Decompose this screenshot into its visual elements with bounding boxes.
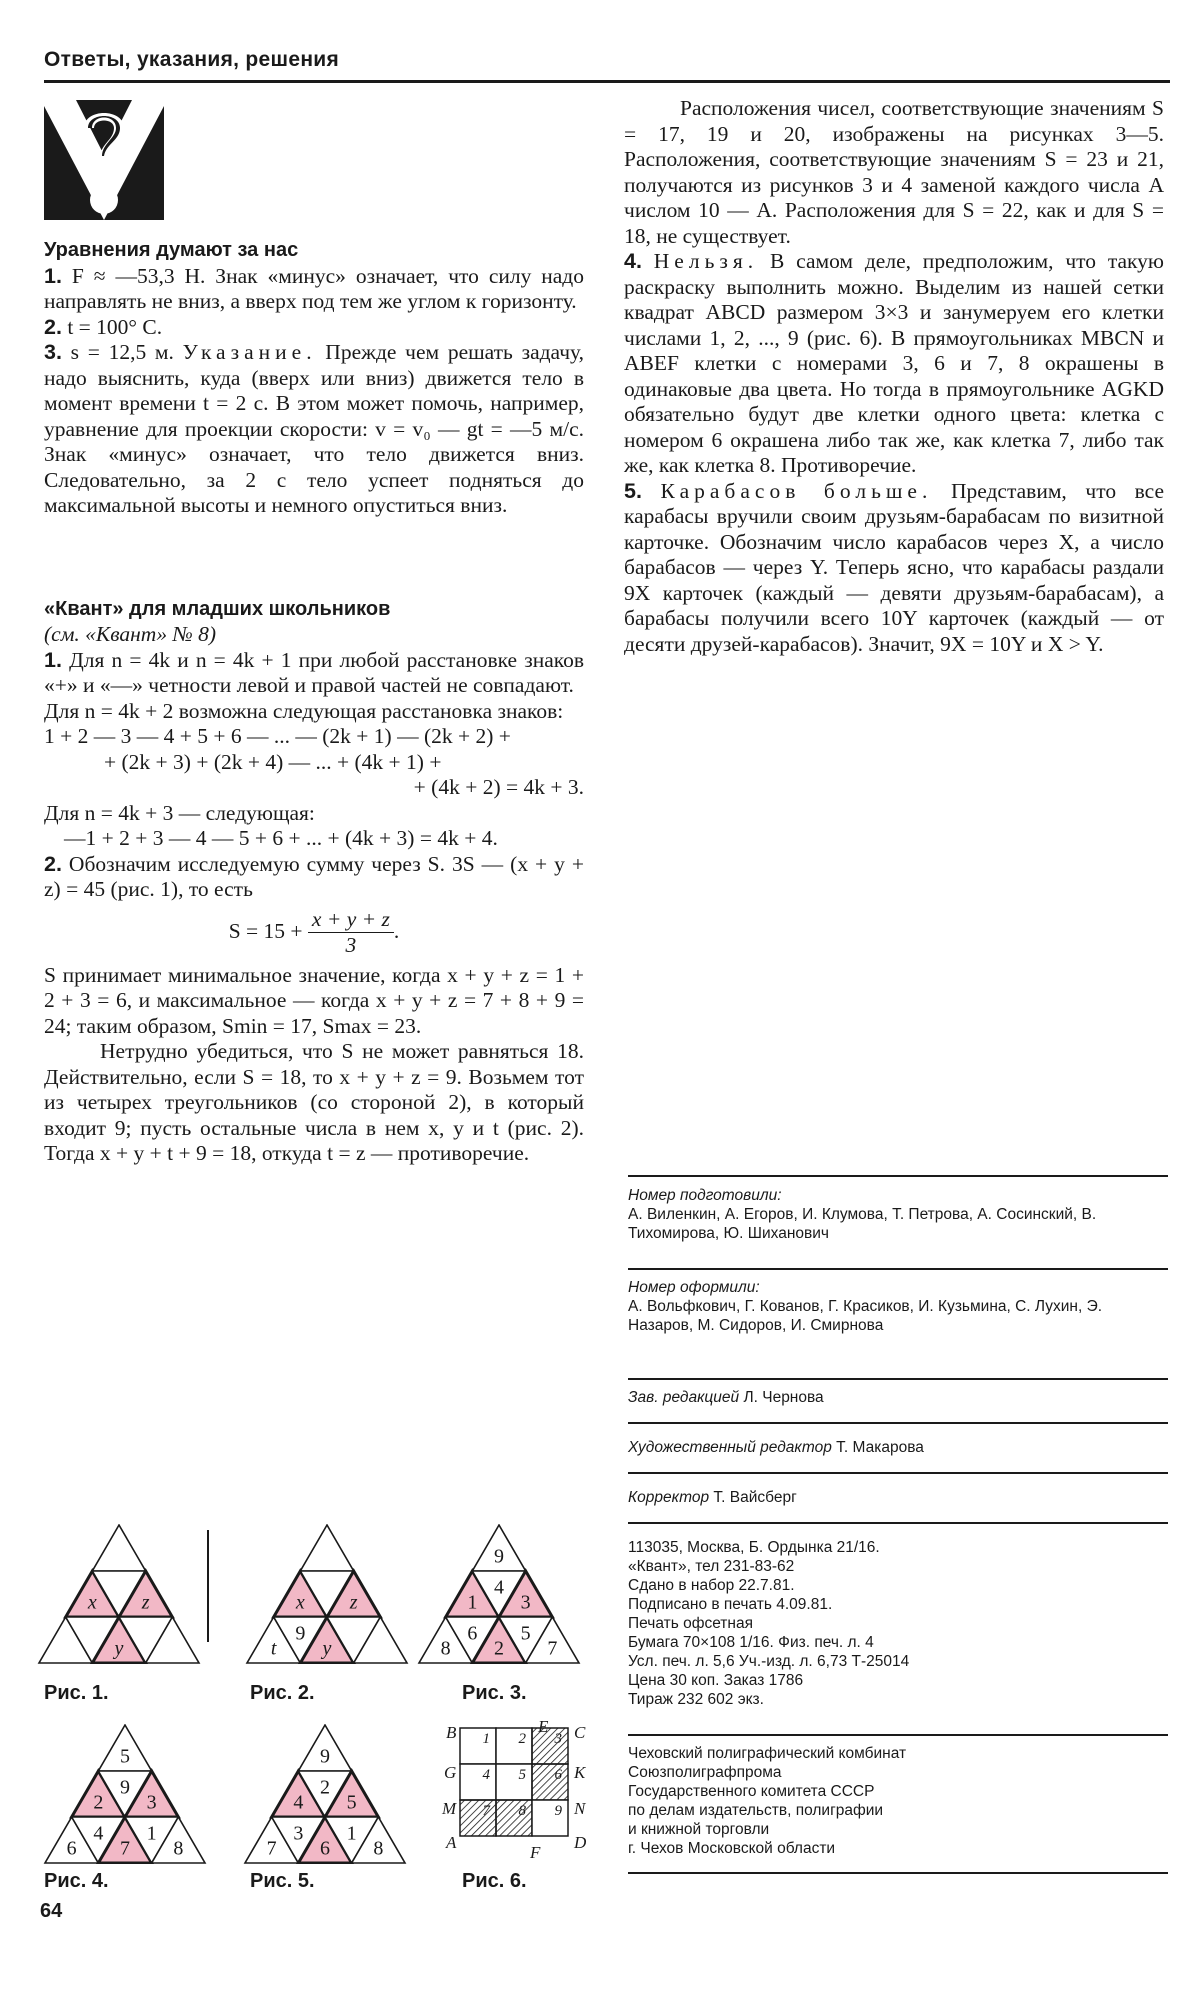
item-number: 2. <box>44 314 62 339</box>
fraction <box>308 907 394 959</box>
figure-2-caption: Рис. 2. <box>250 1682 315 1704</box>
item-number: 1. <box>44 647 62 672</box>
junior-1b-text: Для n = 4k + 2 возможна следующая расстановка знаков: <box>44 698 564 723</box>
corner-label: N <box>574 1799 586 1818</box>
grid-cell <box>496 1764 532 1800</box>
credits-designed <box>628 1278 1168 1335</box>
hint-label: Указание. <box>182 340 317 364</box>
pub-line: 113035, Москва, Б. Ордынка 21/16. <box>628 1539 880 1556</box>
right-para-1: Расположения чисел, соответствующие значениям S = 17, 19 и 20, изображены на рисунках 3—5. Расположения, соответствующие значениям S = 23 и 21, получаются из рисунков 3 и 4 заменой каждого числа A числом 10 — A. Расположения для S = 22, как и для S = 18, не существует. <box>624 96 1164 248</box>
pub-line: Печать офсетная <box>628 1615 753 1632</box>
corner-label: M <box>442 1799 457 1818</box>
cell-label: 5 <box>520 1622 531 1645</box>
section-title-equations: Уравнения думают за нас <box>44 239 299 261</box>
cell-label: 1 <box>146 1822 157 1845</box>
answer-4-text: В самом деле, предположим, что такую раскраску выполнить можно. Выделим из нашей сетки квадрат ABCD размером 3×3 и занумеруем его клетки числами 1, 2, ..., 9 (рис. 6). В прямоугольниках MBCN и ABEF клетки с номерами 3, 6 и 7, 8 окрашены в одинаковые два цвета. Но тогда в прямоугольнике AGKD обязательно будут две клетки одного цвета: клетка с номером 6 окрашена либо так же, как клетка 7, либо так же, как клетка 8. Противоречие. <box>624 249 1164 477</box>
equation-line: 1 + 2 — 3 — 4 + 5 + 6 — ... — (2k + 1) — (2k + 2) + <box>44 724 511 748</box>
corner-label: G <box>444 1763 457 1782</box>
cell-label: 3 <box>293 1822 304 1845</box>
credits-rule <box>628 1872 1168 1874</box>
corner-label: A <box>446 1833 457 1852</box>
junior-2b-text: S принимает минимальное значение, когда x + y + z = 1 + 2 + 3 = 6, и максимальное — когда x + y + z = 7 + 8 + 9 = 24; таким образом, Smin = 17, Smax = 23. <box>44 962 584 1038</box>
cell-label: 3 <box>146 1791 157 1814</box>
cell-label: 6 <box>66 1837 77 1860</box>
cell-label: 2 <box>494 1637 504 1660</box>
credits-label: Корректор <box>628 1489 710 1506</box>
grid-cell <box>460 1728 496 1764</box>
credits-names: Л. Чернова <box>743 1389 824 1406</box>
junior-2c-text: Нетрудно убедиться, что S не может равняться 18. Действительно, если S = 18, то x + y + z = 9. Возьмем тот из четырех треугольников (со стороной 2), в который входит 9; пусть остальные числа в нем x, y и t (рис. 2). Тогда x + y + t + 9 = 18, откуда t = z — противоречие. <box>44 1039 584 1165</box>
figure-separator <box>207 1530 209 1642</box>
cell-number: 6 <box>554 1767 562 1783</box>
cell-label: 8 <box>373 1837 384 1860</box>
item-number: 3. <box>44 340 62 364</box>
credits-head <box>628 1388 1168 1407</box>
figure-1-caption: Рис. 1. <box>44 1682 109 1704</box>
item-number: 2. <box>44 851 62 876</box>
equation-line: + (2k + 3) + (2k + 4) — ... + (4k + 1) + <box>104 749 442 774</box>
corner-label: E <box>538 1717 549 1736</box>
cell-number: 8 <box>518 1803 526 1819</box>
section-subtitle: (см. «Квант» № 8) <box>44 622 217 646</box>
figure-3 <box>414 1524 584 1664</box>
cell-label: 7 <box>266 1837 277 1860</box>
grid-cell <box>496 1728 532 1764</box>
cell-label: 4 <box>93 1822 104 1845</box>
cell-label: 1 <box>346 1822 357 1845</box>
right-column <box>624 96 1164 657</box>
credits-rule <box>628 1378 1168 1380</box>
equation-lhs: S = 15 + <box>228 918 303 943</box>
credits-label: Художественный редактор <box>628 1439 832 1456</box>
credits-rule <box>628 1472 1168 1474</box>
equation-end: . <box>393 918 400 943</box>
equation-line: + (4k + 2) = 4k + 3. <box>413 775 584 799</box>
question-logo-icon <box>44 100 164 220</box>
cell-label: 8 <box>173 1837 184 1860</box>
grid-cell <box>460 1764 496 1800</box>
pub-line: «Квант», тел 231-83-62 <box>628 1558 795 1575</box>
hatched-cell <box>460 1800 496 1836</box>
equation-line: —1 + 2 + 3 — 4 — 5 + 6 + ... + (4k + 3) = 4k + 4. <box>64 826 498 850</box>
figure-5 <box>240 1724 410 1864</box>
cell-label: 3 <box>520 1591 531 1614</box>
cell-label: 2 <box>93 1791 104 1814</box>
print-line: по делам издательств, полиграфии <box>628 1802 884 1819</box>
cell-label: 9 <box>494 1545 504 1568</box>
credits-names: Т. Вайсберг <box>713 1489 797 1506</box>
credits-label: Номер подготовили: <box>628 1187 782 1204</box>
credits-rule <box>628 1522 1168 1524</box>
junior-2-text: Обозначим исследуемую сумму через S. 3S — (x + y + z) = 45 (рис. 1), то есть <box>44 851 585 901</box>
cell-number: 2 <box>518 1731 526 1747</box>
running-header: Ответы, указания, решения <box>44 48 340 71</box>
cell-label: x <box>87 1591 97 1614</box>
pub-line: Усл. печ. л. 5,6 Уч.-изд. л. 6,73 Т-25014 <box>628 1653 910 1670</box>
credits-rule <box>628 1268 1168 1270</box>
answer-5-text: Представим, что все карабасы вручили своим друзьям-барабасам по визитной карточке. Обозначим число карабасов через X, а число барабасов — через Y. Теперь ясно, что карабасы раздали 9X карточек (каждый — девяти друзьям-барабасам), а барабасы получили всего 10Y карточек (каждый — от десяти друзей-карабасов). Значит, 9X = 10Y и X > Y. <box>624 478 1165 656</box>
credits-corrector <box>628 1488 1168 1507</box>
item-number: 1. <box>44 263 62 288</box>
answer-5-lead: Карабасов больше. <box>660 478 933 503</box>
figure-2 <box>242 1524 412 1664</box>
cell-label: 7 <box>547 1637 558 1660</box>
cell-label: 4 <box>293 1791 304 1814</box>
figure-4 <box>40 1724 210 1864</box>
item-number: 5. <box>624 478 642 503</box>
print-line: г. Чехов Московской области <box>628 1840 836 1857</box>
left-column <box>44 238 584 1167</box>
cell-number: 1 <box>482 1731 490 1747</box>
grid-cell <box>532 1800 568 1836</box>
hatched-cell <box>532 1764 568 1800</box>
credits-rule <box>628 1422 1168 1424</box>
cell-label: 9 <box>320 1745 330 1768</box>
cell-label: 6 <box>320 1837 330 1860</box>
answer-4-lead: Нельзя. <box>653 249 759 273</box>
publication-info <box>628 1538 1168 1709</box>
cell-label: 7 <box>120 1837 130 1860</box>
credits-rule <box>628 1734 1168 1736</box>
cell-label: 9 <box>295 1622 306 1645</box>
hatched-cell <box>496 1800 532 1836</box>
print-line: и книжной торговли <box>628 1821 770 1838</box>
junior-1-text: Для n = 4k и n = 4k + 1 при любой расстановке знаков «+» и «—» четности левой и правой частей не совпадают. <box>44 647 584 697</box>
credits-label: Номер оформили: <box>628 1279 760 1296</box>
corner-label: F <box>530 1843 541 1862</box>
page-number: 64 <box>40 1900 63 1922</box>
junior-1c-text: Для n = 4k + 3 — следующая: <box>44 800 315 825</box>
cell-number: 4 <box>482 1767 490 1783</box>
fraction-denominator: 3 <box>345 933 357 957</box>
corner-label: B <box>446 1723 457 1742</box>
credits-names: Т. Макарова <box>836 1439 924 1456</box>
printer-info <box>628 1744 1168 1858</box>
print-line: Чеховский полиграфический комбинат <box>628 1745 907 1762</box>
answer-3-text: Прежде чем решать задачу, надо выяснить, куда (вверх или вниз) движется тело в момент времени t = 2 с. В этом может помочь, например, уравнение для проекции скорости: v = v₀ — gt = —5 м/с. Знак «минус» означает, что тело движется вниз. Следовательно, за 2 с тело успеет подняться до максимальной высоты и немного опуститься вниз. <box>44 340 585 517</box>
corner-label: K <box>574 1763 586 1782</box>
pub-line: Подписано в печать 4.09.81. <box>628 1596 833 1613</box>
pub-line: Сдано в набор 22.7.81. <box>628 1577 795 1594</box>
cell-label: z <box>349 1591 358 1614</box>
section-title-junior: «Квант» для младших школьников <box>44 597 391 620</box>
cell-label: z <box>141 1591 150 1614</box>
figure-6 <box>432 1712 592 1862</box>
credits-names: А. Виленкин, А. Егоров, И. Клумова, Т. Петрова, А. Сосинский, В. Тихомирова, Ю. Шиханович <box>628 1206 1097 1242</box>
header-rule <box>44 80 1170 83</box>
credits-art <box>628 1438 1168 1457</box>
answer-3-lead: s = 12,5 м. <box>70 340 174 364</box>
cell-label: 2 <box>320 1776 330 1799</box>
answer-2-text: t = 100° С. <box>67 314 163 339</box>
pub-line: Цена 30 коп. Заказ 1786 <box>628 1672 804 1689</box>
grid-cell <box>92 1525 145 1571</box>
fraction-equation <box>44 907 584 959</box>
credits-rule <box>628 1175 1168 1177</box>
cell-label: 5 <box>120 1745 130 1768</box>
grid-cell <box>300 1525 353 1571</box>
cell-label: y <box>322 1637 332 1660</box>
answer-1-text: F ≈ —53,3 Н. Знак «минус» означает, что силу надо направлять не вниз, а вверх под тем же углом к горизонту. <box>44 263 584 313</box>
cell-label: 8 <box>440 1637 451 1660</box>
cell-number: 5 <box>518 1767 526 1783</box>
figure-3-caption: Рис. 3. <box>462 1682 527 1704</box>
figure-4-caption: Рис. 4. <box>44 1870 109 1892</box>
figure-6-caption: Рис. 6. <box>462 1870 527 1892</box>
cell-label: 4 <box>494 1576 504 1599</box>
print-line: Союзполиграфпрома <box>628 1764 782 1781</box>
cell-label: 9 <box>120 1776 130 1799</box>
print-line: Государственного комитета СССР <box>628 1783 875 1800</box>
pub-line: Тираж 232 602 экз. <box>628 1691 764 1708</box>
corner-label: D <box>574 1833 587 1852</box>
credits-prepared <box>628 1186 1168 1243</box>
cell-number: 7 <box>482 1803 490 1819</box>
corner-label: C <box>574 1723 586 1742</box>
figure-5-caption: Рис. 5. <box>250 1870 315 1892</box>
cell-label: x <box>295 1591 305 1614</box>
fraction-numerator: x + y + z <box>308 907 394 934</box>
cell-number: 9 <box>554 1803 562 1819</box>
item-number: 4. <box>624 249 642 273</box>
cell-label: 1 <box>467 1591 478 1614</box>
credits-label: Зав. редакцией <box>628 1389 740 1406</box>
pub-line: Бумага 70×108 1/16. Физ. печ. л. 4 <box>628 1634 874 1651</box>
cell-label: 6 <box>467 1622 478 1645</box>
cell-number: 3 <box>554 1731 562 1747</box>
cell-label: 5 <box>346 1791 357 1814</box>
figure-1 <box>34 1524 204 1664</box>
cell-label: y <box>114 1637 124 1660</box>
cell-label: t <box>270 1637 277 1660</box>
credits-names: А. Вольфкович, Г. Кованов, Г. Красиков, И. Кузьмина, С. Лухин, Э. Назаров, М. Сидоров, И. Смирнова <box>628 1298 1103 1334</box>
